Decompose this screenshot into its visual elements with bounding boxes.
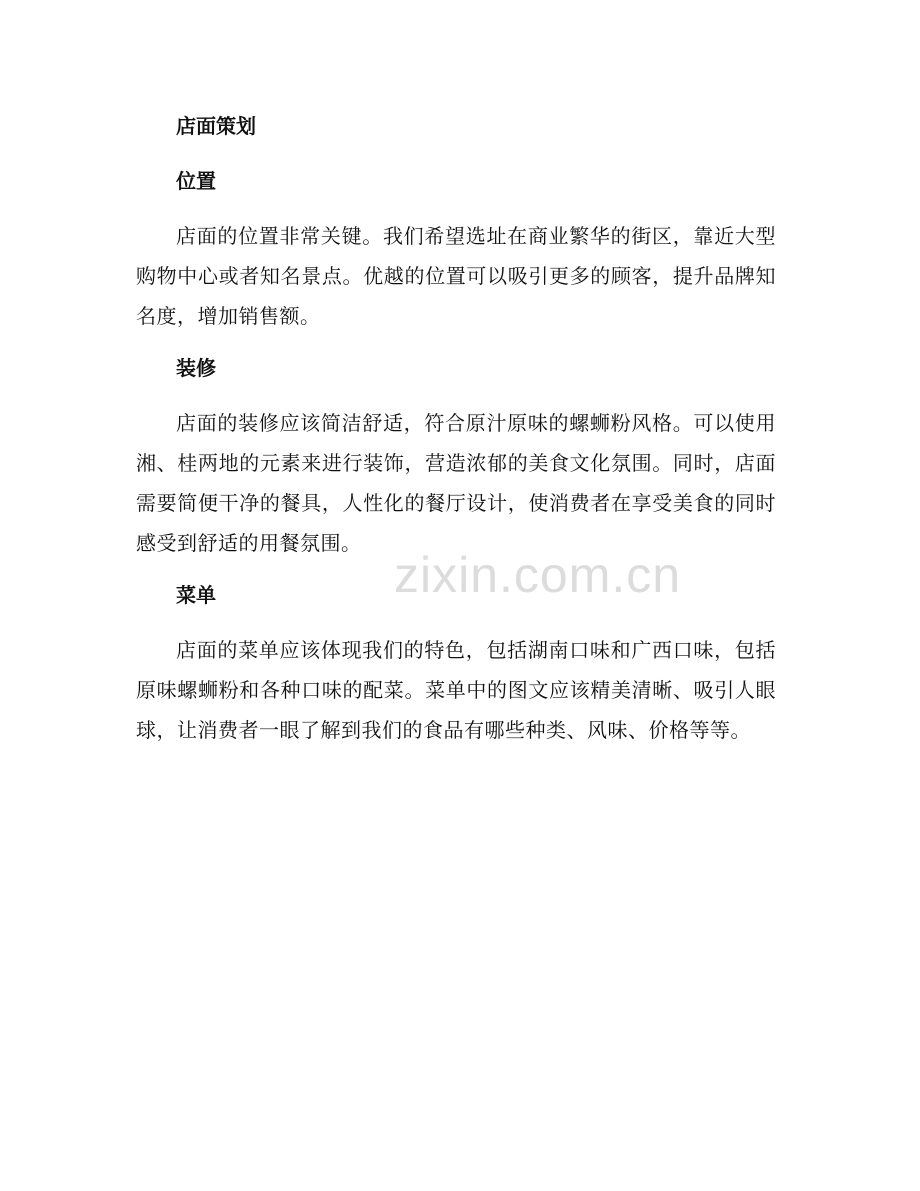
section-heading-location: 位置	[176, 169, 216, 193]
document-content	[136, 108, 776, 764]
section-heading-decoration: 装修	[176, 356, 216, 380]
document-title: 店面策划	[176, 114, 256, 138]
section-body-decoration: 店面的装修应该简洁舒适，符合原汁原味的螺蛳粉风格。可以使用湘、桂两地的元素来进行装饰，营造浓郁的美食文化氛围。同时，店面需要简便干净的餐具，人性化的餐厅设计，使消费者在享受美食的同时感受到舒适的用餐氛围。	[136, 411, 776, 555]
section-heading-menu: 菜单	[176, 583, 216, 607]
section-body-menu: 店面的菜单应该体现我们的特色，包括湖南口味和广西口味，包括原味螺蛳粉和各种口味的配菜。菜单中的图文应该精美清晰、吸引人眼球，让消费者一眼了解到我们的食品有哪些种类、风味、价格等等。	[136, 638, 776, 742]
watermark: zixin.com.cn	[394, 547, 682, 603]
section-body-location: 店面的位置非常关键。我们希望选址在商业繁华的街区，靠近大型购物中心或者知名景点。优越的位置可以吸引更多的顾客，提升品牌知名度，增加销售额。	[136, 224, 776, 328]
